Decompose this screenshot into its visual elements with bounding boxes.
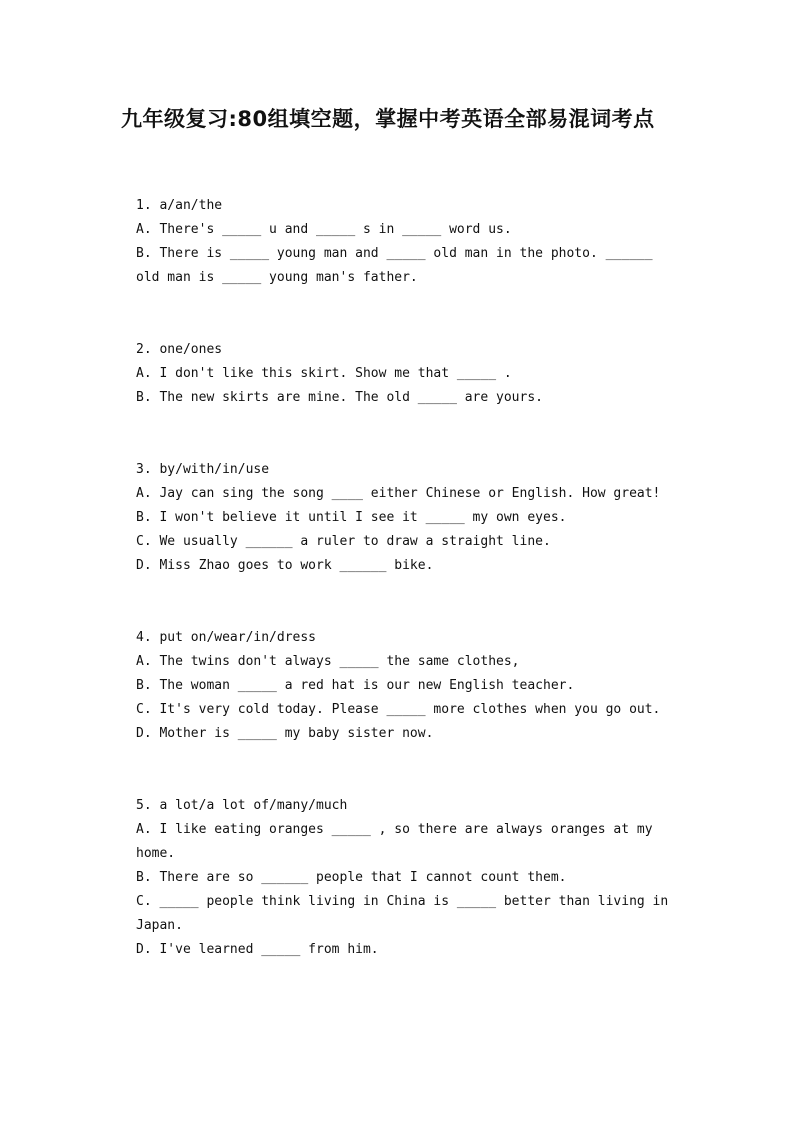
exercise-item: A. Jay can sing the song ____ either Chinese or English. How great! bbox=[136, 486, 661, 501]
exercise-item: A. I don't like this skirt. Show me that _____ . bbox=[136, 366, 512, 381]
exercise-section-3 bbox=[136, 458, 676, 578]
exercise-item: B. I won't believe it until I see it _____ my own eyes. bbox=[136, 510, 567, 525]
exercise-section-5 bbox=[136, 794, 676, 962]
exercise-item: C. _____ people think living in China is _____ better than living in Japan. bbox=[136, 894, 677, 933]
exercise-section-1 bbox=[136, 194, 676, 290]
exercise-item: A. I like eating oranges _____ , so there are always oranges at my home. bbox=[136, 822, 661, 861]
section-heading: 4. put on/wear/in/dress bbox=[136, 630, 317, 645]
exercise-item: D. Mother is _____ my baby sister now. bbox=[136, 726, 434, 741]
exercise-section-2 bbox=[136, 338, 676, 410]
exercise-section-4 bbox=[136, 626, 676, 746]
document-title: 九年级复习:80组填空题，掌握中考英语全部易混词考点 bbox=[121, 107, 655, 131]
exercise-content bbox=[136, 194, 676, 1010]
exercise-item: A. There's _____ u and _____ s in _____ word us. bbox=[136, 222, 512, 237]
section-heading: 1. a/an/the bbox=[136, 198, 223, 213]
exercise-item: C. We usually ______ a ruler to draw a straight line. bbox=[136, 534, 551, 549]
exercise-item: A. The twins don't always _____ the same clothes, bbox=[136, 654, 520, 669]
section-heading: 3. by/with/in/use bbox=[136, 462, 270, 477]
exercise-item: C. It's very cold today. Please _____ more clothes when you go out. bbox=[136, 702, 661, 717]
exercise-item: B. The new skirts are mine. The old _____ are yours. bbox=[136, 390, 543, 405]
exercise-item: B. There are so ______ people that I cannot count them. bbox=[136, 870, 567, 885]
exercise-item: D. I've learned _____ from him. bbox=[136, 942, 379, 957]
exercise-item: B. There is _____ young man and _____ old man in the photo. ______ old man is _____ young man's father. bbox=[136, 246, 661, 285]
exercise-item: D. Miss Zhao goes to work ______ bike. bbox=[136, 558, 434, 573]
exercise-item: B. The woman _____ a red hat is our new English teacher. bbox=[136, 678, 575, 693]
section-heading: 5. a lot/a lot of/many/much bbox=[136, 798, 348, 813]
section-heading: 2. one/ones bbox=[136, 342, 223, 357]
